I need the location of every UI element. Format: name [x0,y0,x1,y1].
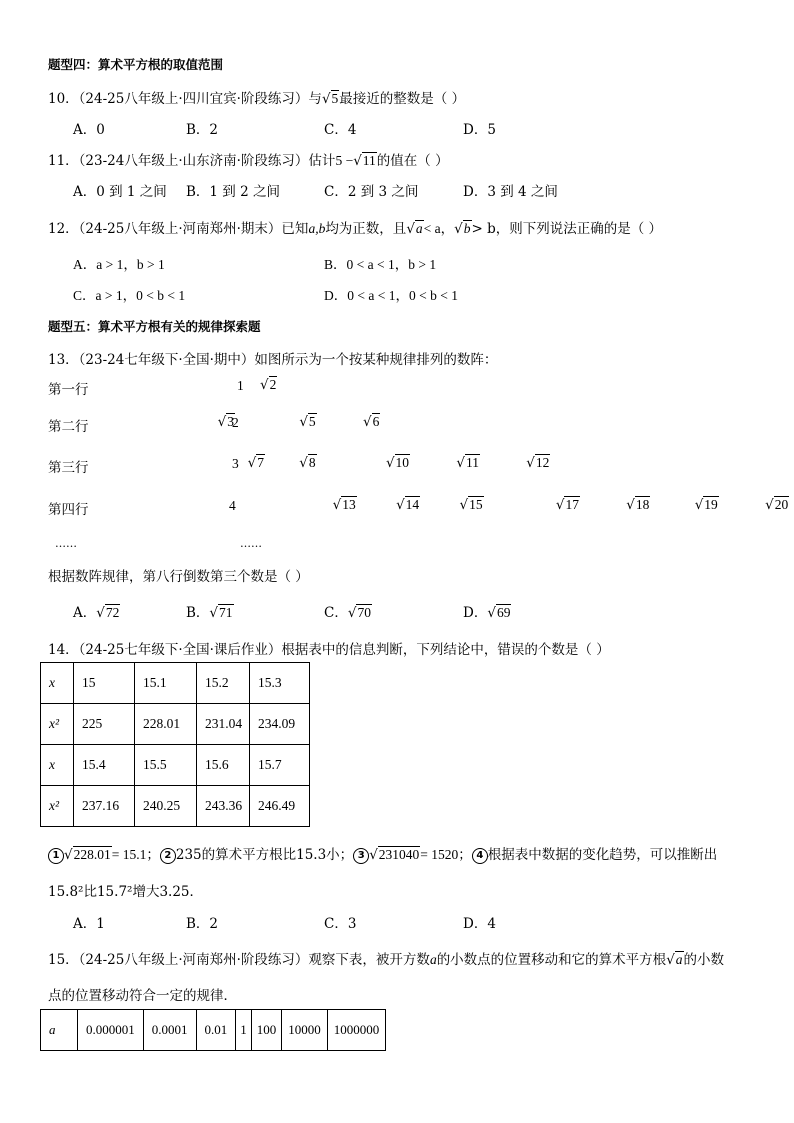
question-14: 14．（24-25七年级下·全国·课后作业）根据表中的信息判断，下列结论中，错误的个数是（ ） [48,642,610,658]
option-b[interactable]: B．2 [186,122,219,138]
matrix-cell: √6 [362,414,380,430]
matrix-cell: √10 [385,455,410,471]
table-cell: 100 [251,1010,282,1051]
option-c[interactable]: C．a > 1，0 < b < 1 [73,288,186,303]
table-cell: x² [41,704,74,745]
option-b[interactable]: B．1 到 2 之间 [186,184,280,200]
table-row [41,663,310,704]
sqrt-expression: √a [666,952,683,968]
table-cell: 15 [74,663,135,704]
table-row [41,1010,386,1051]
option-c[interactable]: C．4 [324,122,357,138]
sqrt-expression: √5 [321,91,339,107]
matrix-cell: √2 [260,377,277,393]
question-13: 13．（23-24七年级下·全国·期中）如图所示为一个按某种规律排列的数阵： [48,352,498,368]
sqrt-expression: √a [406,221,423,237]
table-cell: 15.2 [197,663,250,704]
question-12 [48,217,662,237]
table-cell: 237.16 [74,786,135,827]
table-cell: 234.09 [250,704,310,745]
ellipsis: …… [55,537,77,550]
table-cell: x [41,745,74,786]
question-text: 根据数阵规律，第八行倒数第三个数是（ ） [48,569,309,585]
matrix-cell: 3 [232,456,239,471]
matrix-cell: √17 [555,497,579,513]
option-a[interactable]: A．1 [73,916,105,932]
table-cell: 228.01 [135,704,197,745]
table-cell: 0.0001 [143,1010,196,1051]
table-cell: 231.04 [197,704,250,745]
matrix-cell: √8 [299,455,316,471]
option-b[interactable]: B．2 [186,916,219,932]
option-d[interactable]: D．4 [463,916,496,932]
table-cell: 0.01 [196,1010,236,1051]
option-a[interactable]: A．0 到 1 之间 [73,184,167,200]
statements-line: 1 √228.01= 15.1； 2 235的算术平方根比15.3小； 3 √231040= 1520； 4 根据表中数据的变化趋势，可以推断出 [48,843,717,864]
row-label: 第二行 [48,419,89,435]
question-text: 均为正数，且 [325,221,407,237]
question-text: 的值在（ ） [376,153,449,169]
matrix-cell: √20 [765,497,789,513]
matrix-cell: √3 [217,414,235,430]
matrix-cell: √12 [526,455,550,471]
table-cell: x [41,663,74,704]
table-cell: 225 [74,704,135,745]
option-a[interactable]: A．√72 [73,605,120,621]
table-row [41,704,310,745]
table-cell: 15.4 [74,745,135,786]
question-text: 点的位置移动符合一定的规律． [48,988,237,1004]
matrix-cell: √11 [456,455,479,471]
table-cell: 10000 [282,1010,328,1051]
table-cell: 1000000 [327,1010,386,1051]
sqrt-expression: √231040 [369,847,420,863]
matrix-cell: √19 [694,497,718,513]
question-11 [48,149,449,169]
option-d[interactable]: D．√69 [463,605,511,621]
sqrt-expression: √11 [353,153,376,169]
matrix-cell: √18 [626,497,650,513]
sqrt-expression: √228.01 [64,847,111,863]
table-cell: 246.49 [250,786,310,827]
row-label: 第三行 [48,460,89,476]
matrix-cell: 1 [237,378,244,393]
math-term: < a， [423,221,455,236]
math-term: 5 − [335,153,354,168]
table-cell: 15.7 [250,745,310,786]
matrix-cell: √14 [396,497,420,513]
matrix-cell: √7 [247,455,264,471]
option-d[interactable]: D．3 到 4 之间 [463,184,558,200]
option-c[interactable]: C．√70 [324,605,371,621]
table-cell: 243.36 [197,786,250,827]
ellipsis: …… [240,537,262,550]
matrix-cell: √15 [459,497,483,513]
option-c[interactable]: C．2 到 3 之间 [324,184,419,200]
circled-number-icon: 4 [472,848,488,864]
matrix-cell: 4 [229,498,236,513]
question-text: 11．（23-24八年级上·山东济南·阶段练习）估计 [48,153,336,169]
question-text: > b，则下列说法正确的是（ ） [471,221,663,237]
circled-number-icon: 1 [48,848,64,864]
option-a[interactable]: A．a > 1，b > 1 [73,257,165,272]
option-c[interactable]: C．3 [324,916,357,932]
table-cell: 15.3 [250,663,310,704]
table-cell: 1 [236,1010,252,1051]
table-row [41,745,310,786]
data-table [40,662,310,827]
section-title: 题型四：算术平方根的取值范围 [48,57,224,72]
matrix-cell: √13 [332,497,356,513]
question-text: 12．（24-25八年级上·河南郑州·期末）已知 [48,221,309,237]
statements-line: 15.8²比15.7²增大3.25． [48,884,203,900]
table-cell: 15.1 [135,663,197,704]
row-label: 第四行 [48,502,89,518]
question-10 [48,87,465,107]
question-text: 最接近的整数是（ ） [339,91,466,107]
variables: a,b [308,221,326,236]
matrix-cell: √5 [299,414,316,430]
table-row [41,786,310,827]
table-cell: 15.5 [135,745,197,786]
option-d[interactable]: D．0 < a < 1，0 < b < 1 [324,288,458,303]
row-label: 第一行 [48,382,89,398]
option-d[interactable]: D．5 [463,122,496,138]
circled-number-icon: 2 [160,848,176,864]
question-15: 15．（24-25八年级上·河南郑州·阶段练习）观察下表，被开方数a的小数点的位置移动和它的算术平方根√a的小数 [48,952,725,968]
table-cell: 0.000001 [78,1010,144,1051]
option-b[interactable]: B．0 < a < 1，b > 1 [324,257,437,272]
circled-number-icon: 3 [353,848,369,864]
section-title: 题型五：算术平方根有关的规律探索题 [48,319,261,334]
table-cell: 15.6 [197,745,250,786]
data-table [40,1009,386,1051]
option-b[interactable]: B．√71 [186,605,233,621]
table-cell: 240.25 [135,786,197,827]
table-cell: x² [41,786,74,827]
sqrt-expression: √b [454,221,471,237]
option-a[interactable]: A．0 [73,122,105,138]
table-cell: a [41,1010,78,1051]
matrix-cell: 2 [232,415,239,430]
question-text: 10．（24-25八年级上·四川宜宾·阶段练习）与 [48,91,322,107]
